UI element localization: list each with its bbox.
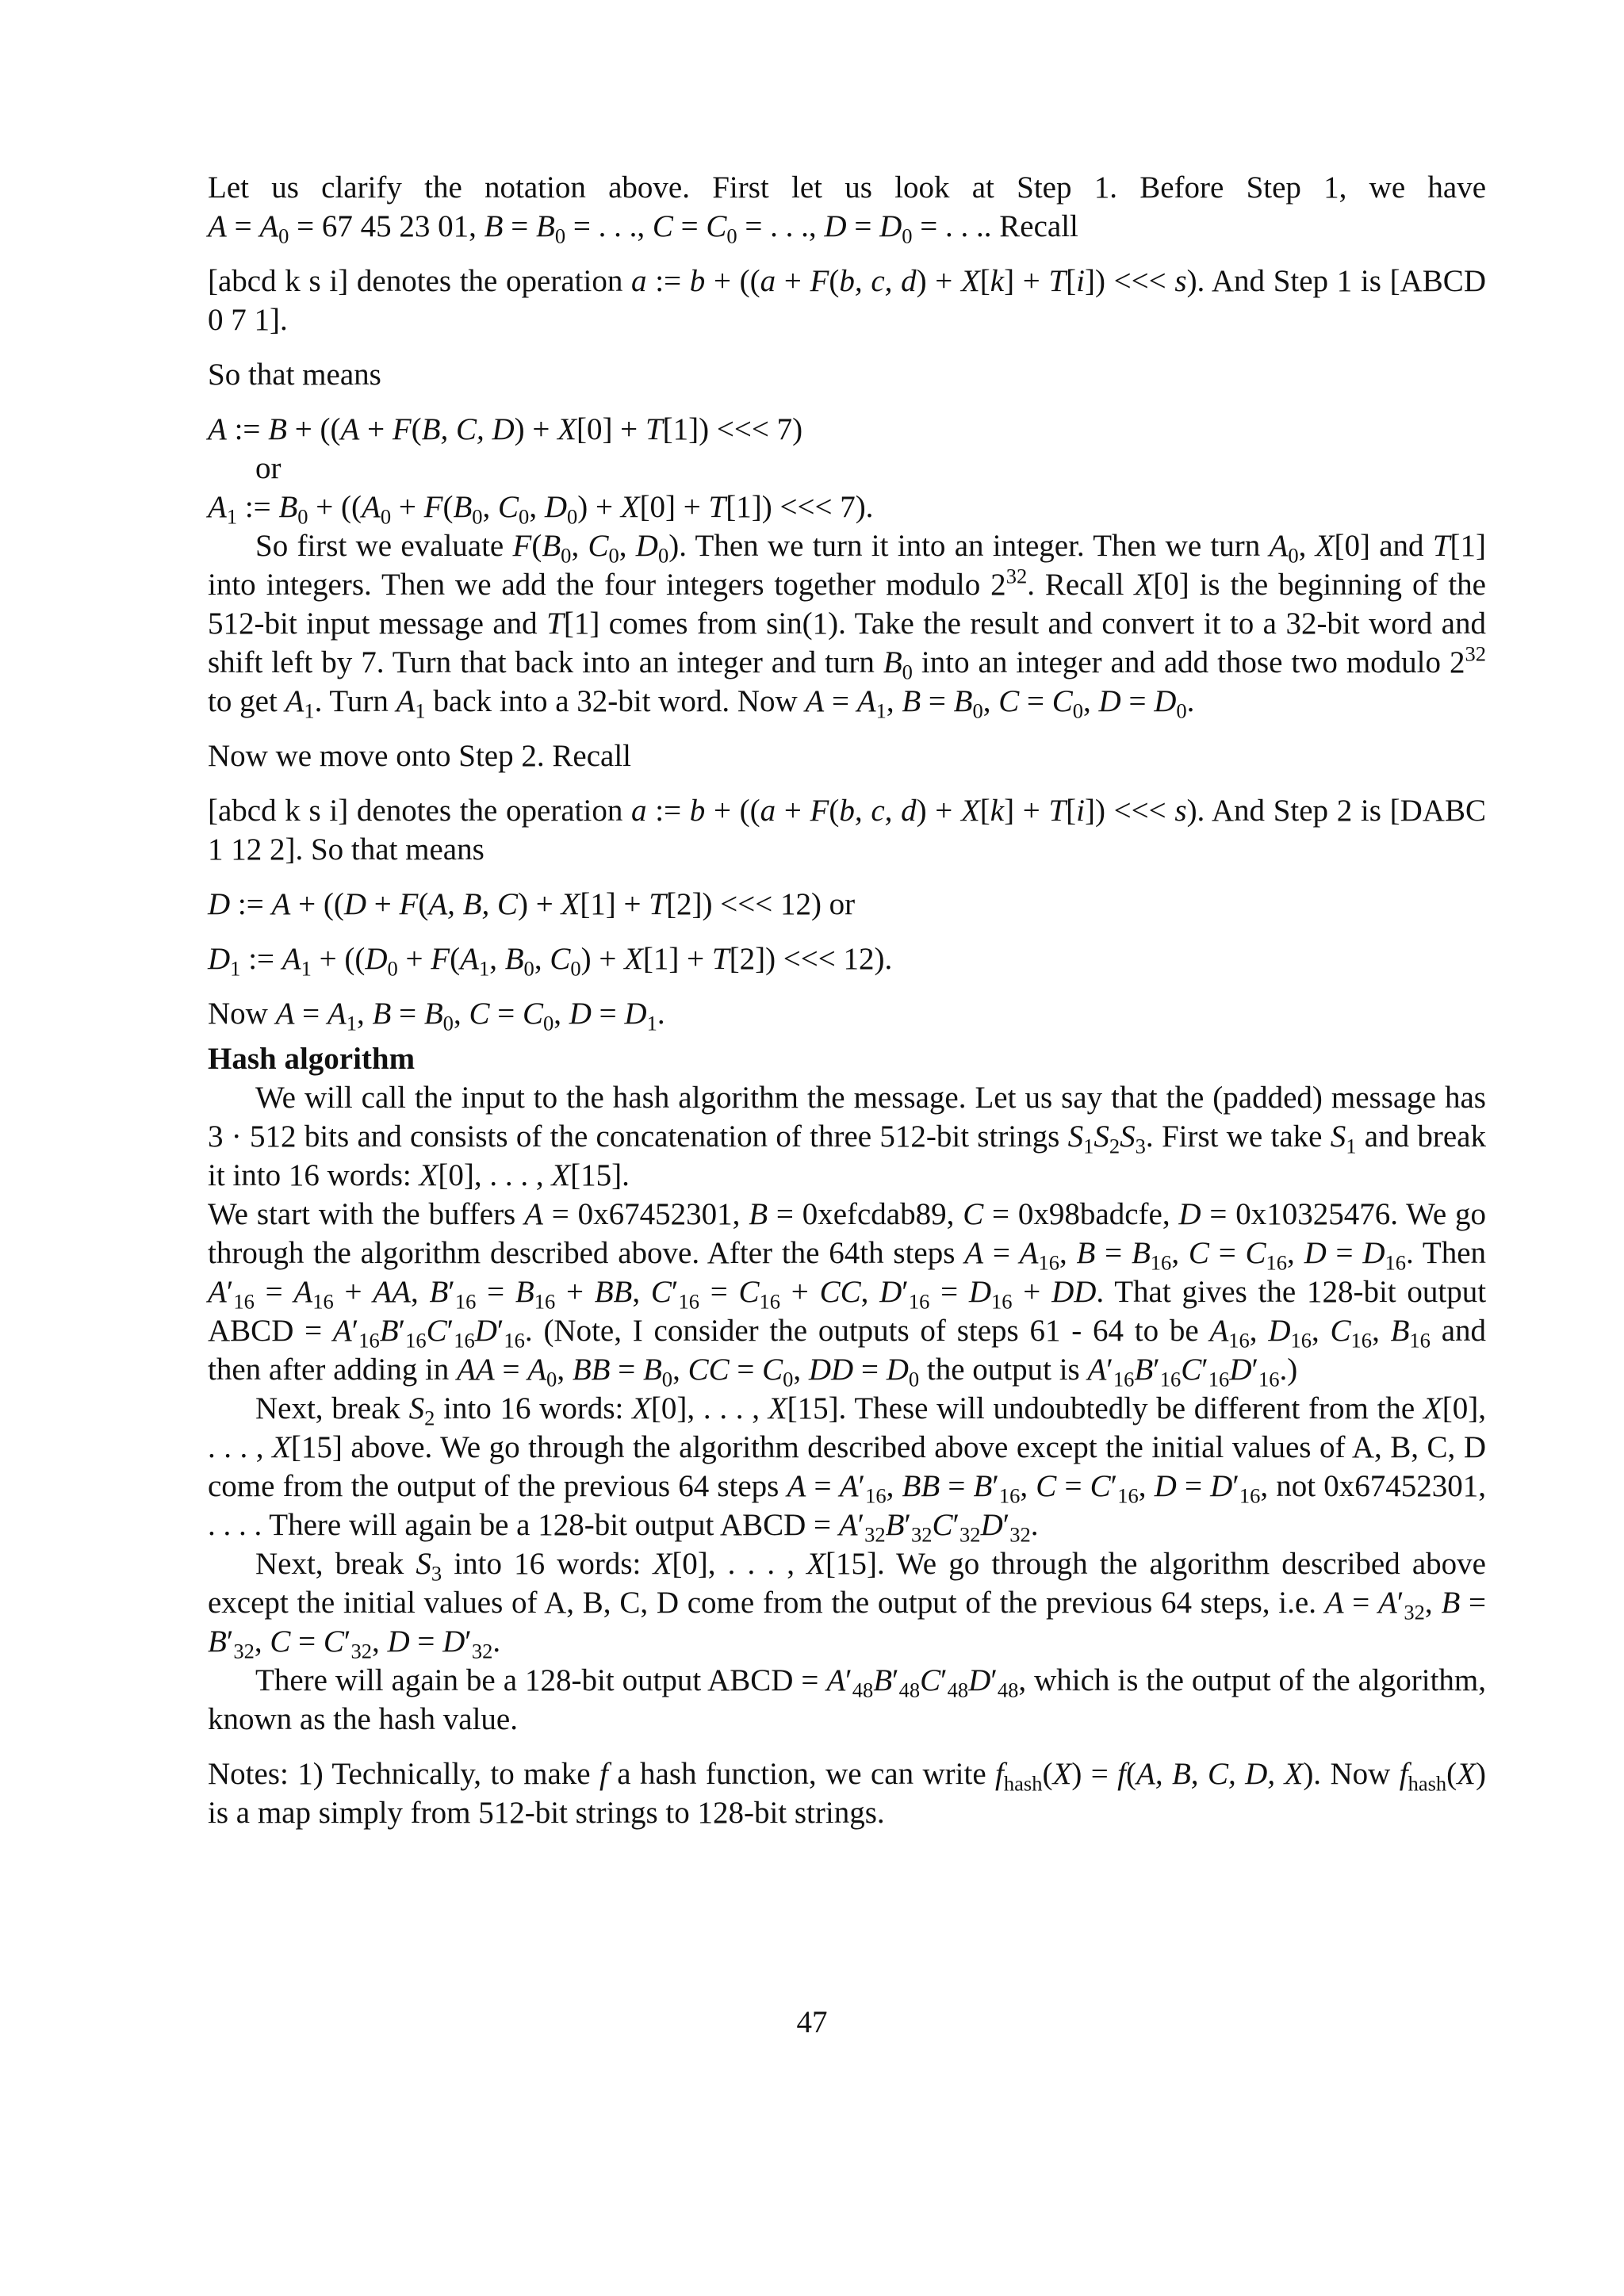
- paragraph-second-block: Next, break $S_2$ into 16 words: X[0], . . . , X[15]. These will undoubtedly be different from the X[0], . . . , X[15] above. We go through the algorithm described above except the initial values of A, B, C, D come from the output of the previous 64 steps $A = A'_{16}$, BB = $B'_{16}$, $C = C'_{16}$, $D = D'_{16}$, not 0x67452301, . . . . There will again be a 128-bit output ABCD = $A'_{32}B'_{32}C'_{32}D'_{32}$.: [208, 1391, 1487, 1547]
- paragraph-hash-value: There will again be a 128-bit output ABCD = $A'_{48}B'_{48}C'_{48}D'_{48}$, which is the output of the algorithm, known as the hash value.: [208, 1663, 1486, 1736]
- paragraph-notation-intro: Let us clarify the notation above. First let us look at Step 1. Before Step 1, we have: [208, 170, 1486, 205]
- equation-step1-general: A := B + ((A + F(B, C, D) + X[0] + T[1]) <<< 7): [208, 412, 803, 446]
- paragraph-step2-intro: Now we move onto Step 2. Recall: [208, 739, 631, 773]
- section-heading-hash-algorithm: Hash algorithm: [208, 1042, 416, 1076]
- paragraph-initial-values: $A = A_0 = 67$ 45 23 01, $B = B_0$ = . . ., $C = C_0$ = . . ., $D = D_0$ = . . .. Recall: [208, 209, 1078, 248]
- paragraph-operation-definition-2: [abcd k s i] denotes the operation a := b + ((a + F(b, c, d) + X[k] + T[i]) <<< s). And Step 2 is [DABC 1 12 2]. So that means: [208, 794, 1486, 867]
- equation-step2-indexed: $D_1$ := $A_1 + ((D_0 + F(A_1$, $B_0$, $C_0) + X[1] + T[2]$) <<< 12).: [208, 942, 893, 981]
- paragraph-third-block: Next, break $S_3$ into 16 words: X[0], . . . , X[15]. We go through the algorithm described above except the initial values of A, B, C, D come from the output of the previous 64 steps, i.e. $A = A'_{32}$, $B = B'_{32}$, $C = C'_{32}$, $D = D'_{32}$.: [208, 1547, 1487, 1663]
- paragraph-so-that-means: So that means: [208, 358, 381, 392]
- equation-step2-result: Now $A = A_1$, $B = B_0$, $C = C_0$, $D = D_1$.: [208, 997, 665, 1035]
- paragraph-evaluation-steps: So first we evaluate $F(B_0$, $C_0$, $D_0$). Then we turn it into an integer. Then we turn $A_0$, X[0] and T[1] into integers. Then we add the four integers together modulo $2^{32}$. Recall X[0] is the beginning of the 512-bit input message and T[1] comes from sin(1). Take the result and convert it to a 32-bit word and shift left by 7. Turn that back into an integer and turn $B_0$ into an integer and add those two modulo $2^{32}$ to get $A_1$. Turn $A_1$ back into a 32-bit word. Now $A = A_1$, $B = B_0$, $C = C_0$, $D = D_0$.: [208, 529, 1486, 723]
- paragraph-message-definition: We will call the input to the hash algorithm the message. Let us say that the (padded) message has 3 · 512 bits and consists of the concatenation of three 512-bit strings $S_1S_2S_3$. First we take $S_1$ and break it into 16 words: X[0], . . . , X[15].: [208, 1081, 1486, 1192]
- page-number: 47: [796, 2005, 828, 2039]
- paragraph-operation-definition-1: [abcd k s i] denotes the operation a := b + ((a + F(b, c, d) + X[k] + T[i]) <<< s). And Step 1 is [ABCD 0 7 1].: [208, 264, 1486, 337]
- equation-step1-indexed: $A_1$ := $B_0 + ((A_0 + F(B_0$, $C_0$, $D_0) + X[0] + T[1]$) <<< 7).: [208, 490, 874, 529]
- equation-step2-general: D := A + ((D + F(A, B, C) + X[1] + T[2]) <<< 12) or: [208, 887, 856, 921]
- paragraph-buffers: We start with the buffers A = 0x67452301, B = 0xefcdab89, C = 0x98badcfe, D = 0x10325476. We go through the algorithm described above. After the 64th steps $A = A_{16}$, $B = B_{16}$, $C = C_{16}$, $D = D_{16}$. Then $A'_{16} = A_{16}$ + AA, $B'_{16} = B_{16}$ + BB, $C'_{16} = C_{16}$ + CC, $D'_{16} = D_{16}$ + DD. That gives the 128-bit output ABCD = $A'_{16}B'_{16}C'_{16}D'_{16}$. (Note, I consider the outputs of steps 61 - 64 to be $A_{16}$, $D_{16}$, $C_{16}$, $B_{16}$ and then after adding in AA = $A_0$, BB = $B_0$, CC = $C_0$, DD = $D_0$ the output is $A'_{16}B'_{16}C'_{16}D'_{16}$.): [208, 1197, 1487, 1391]
- document-body: [208, 168, 1486, 1832]
- paragraph-notes: Notes: 1) Technically, to make f a hash function, we can write $f_{hash}(X) = f(A$, B, C, D, X). Now $f_{hash}(X)$ is a map simply from 512-bit strings to 128-bit strings.: [208, 1757, 1486, 1830]
- equation-or: or: [255, 451, 282, 485]
